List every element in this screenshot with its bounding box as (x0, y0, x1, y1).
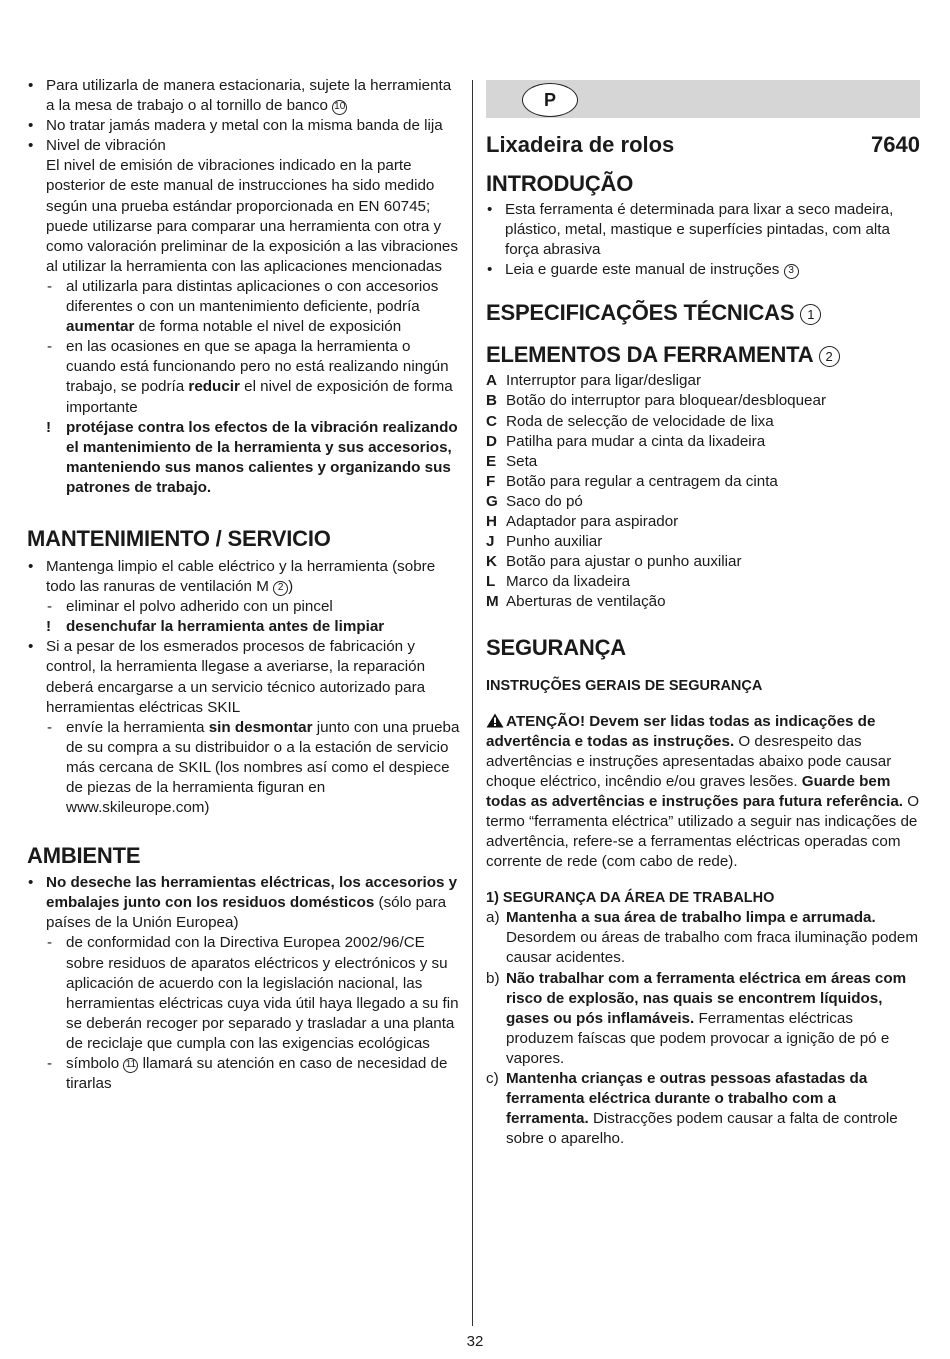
item-bold-text: Mantenha a sua área de trabalho limpa e arrumada. (506, 909, 876, 927)
element-item-j (486, 532, 920, 552)
element-label: Interruptor para ligar/desligar (506, 372, 702, 390)
work-area-item (486, 969, 920, 1069)
element-label: Punho auxiliar (506, 533, 603, 551)
item-marker: c) (486, 1070, 499, 1087)
element-key: J (486, 533, 495, 551)
bullet-list-top (27, 76, 460, 277)
element-item-f (486, 472, 920, 492)
item-marker: a) (486, 909, 500, 927)
list-item: - al utilizarla para distintas aplicaciones o con accesorios diferentes o con un mantenimiento deficiente, podría aumentar de forma notable el nivel de exposición (27, 277, 460, 337)
element-label: Patilha para mudar a cinta da lixadeira (506, 432, 766, 450)
maintenance-list-2 (27, 637, 460, 717)
list-item: • Si a pesar de los esmerados procesos de fabricación y control, la herramienta llegase a averiarse, la reparación deberá encargarse a un servicio técnico autorizado para herramientas eléctricas SKIL (27, 637, 460, 717)
list-item: - de conformidad con la Directiva Europea 2002/96/CE sobre residuos de aparatos eléctricos y electrónicos y su aplicación de acuerdo con la legislación nacional, las herramientas eléctricas cuya vida útil haya llegado a su fin se deberán recoger por separado y trasladar a una planta de reciclaje que cumpla con las exigencias ecológicas (27, 933, 460, 1054)
element-item-c (486, 412, 920, 432)
language-badge: P (522, 83, 578, 117)
vibration-warning: ! protéjase contra los efectos de la vibración realizando el mantenimiento de la herramienta y sus accesorios, manteniendo sus manos calientes y organizando sus patrones de trabajo. (27, 418, 460, 498)
work-area-item (486, 1069, 920, 1149)
product-name: Lixadeira de rolos (486, 132, 675, 157)
element-item-l (486, 572, 920, 592)
list-item: • No tratar jamás madera y metal con la misma banda de lija (27, 116, 460, 136)
maintenance-warning: ! desenchufar la herramienta antes de limpiar (27, 617, 460, 637)
warning-triangle-icon (486, 713, 504, 728)
element-item-m (486, 592, 920, 612)
element-label: Adaptador para aspirador (506, 513, 679, 531)
element-label: Seta (506, 452, 538, 470)
element-label: Saco do pó (506, 492, 583, 510)
list-item (27, 136, 460, 277)
element-key: H (486, 513, 497, 531)
element-item-h (486, 512, 920, 532)
elements-heading: ELEMENTOS DA FERRAMENTA 2 (486, 342, 920, 368)
element-item-b (486, 391, 920, 411)
element-label: Botão do interruptor para bloquear/desbloquear (506, 392, 827, 410)
element-label: Roda de selecção de velocidade de lixa (506, 412, 774, 430)
environment-list (27, 873, 460, 933)
ref-number-2: 2 (819, 346, 840, 367)
element-key: L (486, 573, 496, 591)
item-marker: b) (486, 969, 500, 987)
element-key: G (486, 492, 498, 510)
work-area-heading: 1) SEGURANÇA DA ÁREA DE TRABALHO (486, 890, 775, 907)
product-title (486, 132, 920, 158)
item-bold-text: Mantenha crianças e outras pessoas afastadas da ferramenta eléctrica durante o trabalho com a ferramenta. (506, 1070, 868, 1128)
element-item-d (486, 432, 920, 452)
maintenance-heading: MANTENIMIENTO / SERVICIO (27, 525, 331, 551)
ref-number-1: 1 (800, 304, 821, 325)
element-item-e (486, 452, 920, 472)
ref-number-11: 11 (123, 1058, 138, 1073)
list-item: • Mantenga limpio el cable eléctrico y la herramienta (sobre todo las ranuras de ventilación M 2 ) (27, 557, 460, 597)
page-number: 32 (466, 1333, 484, 1350)
element-key: C (486, 412, 497, 430)
environment-heading: AMBIENTE (27, 843, 141, 869)
list-item: • Para utilizarla de manera estacionaria, sujete la herramienta a la mesa de trabajo o al tornillo de banco 10 (27, 76, 460, 116)
maintenance-list (27, 557, 460, 597)
vibration-title: • Nivel de vibración (46, 137, 166, 155)
intro-list (486, 200, 920, 280)
element-label: Botão para ajustar o punho auxiliar (506, 553, 742, 571)
vibration-paragraph: El nivel de emisión de vibraciones indicado en la parte posterior de este manual de instrucciones ha sido medido según una prueba estándar proporcionada en EN 60745; puede utilizarse para comparar una herramienta con otra y como valoración preliminar de la exposición a las vibraciones al utilizar la herramienta con las aplicaciones mencionadas (46, 157, 458, 275)
item-text: Distracções podem causar a falta de controle sobre o aparelho. (506, 1110, 898, 1148)
specs-heading: ESPECIFICAÇÕES TÉCNICAS 1 (486, 300, 920, 326)
maintenance-dash-list-2 (27, 718, 460, 818)
element-label: Botão para regular a centragem da cinta (506, 472, 778, 490)
element-label: Aberturas de ventilação (506, 593, 666, 611)
element-key: D (486, 432, 497, 450)
element-key: B (486, 392, 497, 410)
item-bold-text: Não trabalhar com a ferramenta eléctrica em áreas com risco de explosão, nas quais se encontrem líquidos, gases ou pós inflamáveis. (506, 969, 907, 1027)
list-item: - envíe la herramienta sin desmontar junto con una prueba de su compra a su distribuidor o a la estación de servicio más cercana de SKIL (los nombres así como el despiece de piezas de la herramienta figuran en www.skileurope.com) (27, 718, 460, 818)
safety-subheading: INSTRUÇÕES GERAIS DE SEGURANÇA (486, 677, 763, 694)
safety-warning-paragraph: ATENÇÃO! Devem ser lidas todas as indicações de advertência e todas as instruções. O desrespeito das advertências e instruções apresentadas abaixo pode causar choque eléctrico, incêndio e/ou graves lesões. Guarde bem todas as advertências e instruções para futura referência. O termo “ferramenta eléctrica” utilizado a seguir nas indicações de advertência, refere-se a ferramentas eléctricas operadas com corrente de rede (com cabo de rede). (486, 712, 920, 871)
intro-heading: INTRODUÇÃO (486, 171, 634, 196)
elements-list (486, 371, 920, 612)
item-text: Ferramentas eléctricas produzem faíscas que podem provocar a ignição de pó e vapores. (506, 1009, 890, 1067)
element-key: A (486, 372, 497, 390)
item-text: Desordem ou áreas de trabalho com fraca iluminação podem causar acidentes. (506, 929, 918, 967)
element-key: F (486, 472, 496, 490)
ref-number-10: 10 (332, 100, 347, 115)
list-item: - símbolo 11 llamará su atención en caso de necesidad de tirarlas (27, 1054, 460, 1094)
element-item-g (486, 492, 920, 512)
element-item-a (486, 371, 920, 391)
ref-number-2: 2 (273, 581, 288, 596)
list-item: • No deseche las herramientas eléctricas, los accesorios y embalajes junto con los residuos domésticos (sólo para países de la Unión Europea) (27, 873, 460, 933)
list-item: • Esta ferramenta é determinada para lixar a seco madeira, plástico, metal, mastique e superfícies pintadas, com alta força abrasiva (486, 200, 920, 260)
work-area-item (486, 908, 920, 968)
element-label: Marco da lixadeira (506, 573, 631, 591)
language-bar (486, 80, 920, 118)
maintenance-dash-list (27, 597, 460, 637)
environment-dash-list (27, 933, 460, 1094)
product-model: 7640 (871, 132, 920, 157)
element-key: E (486, 452, 497, 470)
left-column (27, 76, 460, 1094)
list-item: • Leia e guarde este manual de instruções 3 (486, 260, 920, 280)
element-item-k (486, 552, 920, 572)
list-item: - en las ocasiones en que se apaga la herramienta o cuando está funcionando pero no está realizando ningún trabajo, se podría reducir el nivel de exposición de forma importante (27, 337, 460, 417)
element-key: M (486, 593, 499, 611)
ref-number-3: 3 (784, 264, 799, 279)
right-column (486, 76, 920, 1149)
column-divider (472, 80, 473, 1326)
list-item: - eliminar el polvo adherido con un pincel (27, 597, 460, 617)
work-area-list (486, 908, 920, 1149)
safety-heading: SEGURANÇA (486, 634, 626, 660)
element-key: K (486, 553, 497, 571)
vibration-dash-list (27, 277, 460, 498)
